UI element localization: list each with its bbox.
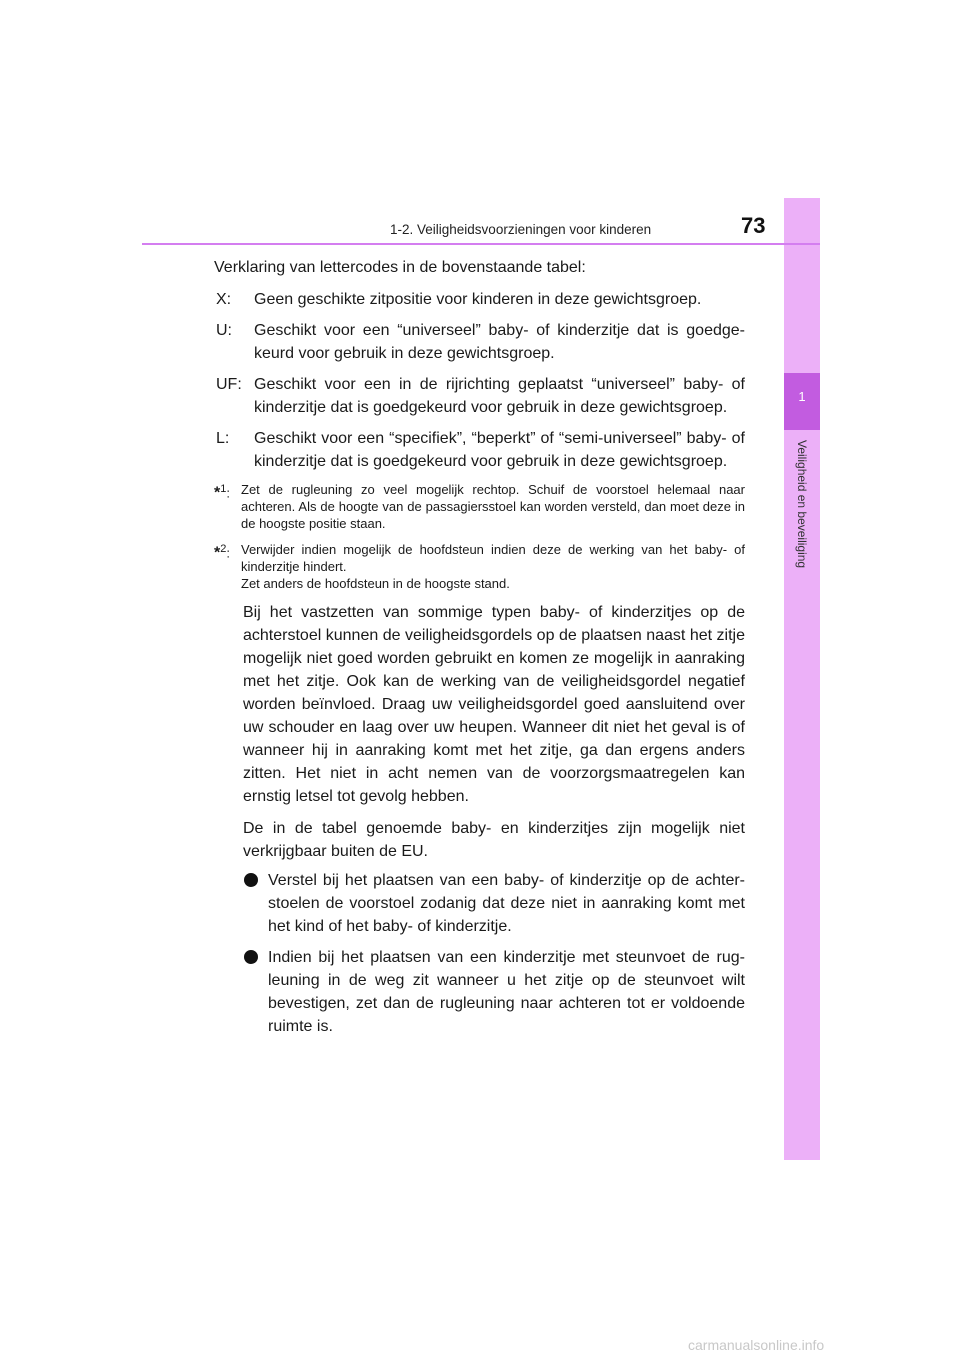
definition-code: X:: [216, 291, 232, 308]
footnote-star: *: [214, 544, 221, 562]
definition-code: U:: [216, 322, 232, 339]
definition-code: L:: [216, 430, 230, 447]
intro-text: Verklaring van lettercodes in de bovenstaande tabel:: [214, 259, 586, 276]
definition-uf: [214, 373, 745, 419]
bullet-text: Indien bij het plaatsen van een kinderzitje met steunvoet de rugleuning in de weg zit wanneer u het zitje op de steunvoet wilt bevestigen, zet dan de rugleuning naar achteren tot er voldoende ruimte is.: [268, 949, 745, 1035]
chapter-number: 1: [798, 389, 806, 404]
watermark: carmanualsonline.info: [688, 1337, 825, 1353]
definition-text: Geschikt voor een in de rijrichting geplaatst “universeel” baby- of kinderzitje dat is goedgekeurd voor gebruik in deze gewichtsgroep.: [254, 376, 745, 416]
footnote-number: 1: [220, 483, 227, 495]
page-number: 73: [741, 213, 766, 238]
bullet-icon: [244, 950, 258, 964]
header-rule: [142, 243, 820, 245]
footnote-body: [241, 541, 745, 592]
definition-u: [214, 319, 745, 365]
definition-l: [214, 427, 745, 473]
footnote-number: 2: [220, 543, 227, 555]
bullet-item: [243, 946, 745, 1038]
section-title: 1-2. Veiligheidsvoorzieningen voor kinderen: [390, 222, 652, 237]
definition-text: Geschikt voor een “universeel” baby- of kinderzitje dat is goedgekeurd voor gebruik in deze gewichtsgroep.: [254, 322, 745, 362]
footnotes: [214, 481, 745, 592]
chapter-tab: [784, 198, 820, 1160]
bullet-icon: [244, 873, 258, 887]
chapter-label: Veiligheid en beveiliging: [795, 440, 809, 569]
definition-code: UF:: [216, 376, 242, 393]
footnote-star: *: [214, 484, 221, 502]
footnote-marker: *$^2$:: [214, 543, 230, 562]
page-content: [214, 256, 745, 1038]
footnote-2: [214, 541, 745, 592]
footnote-marker: *$^1$:: [214, 483, 230, 502]
footnote-text: Zet de rugleuning zo veel mogelijk rechtop. Schuif de voorstoel helemaal naar achteren. Als de hoogte van de passagiersstoel kan worden versteld, dan moet deze in de hoogste positie staan.: [241, 482, 745, 531]
footnote-text: Verwijder indien mogelijk de hoofdsteun indien deze de werking van het baby- of kinderzitje hindert.: [241, 542, 745, 574]
definition-x: [214, 288, 745, 311]
definition-text: Geen geschikte zitpositie voor kinderen in deze gewichtsgroep.: [254, 291, 702, 308]
footnote-1: [214, 481, 745, 532]
bullet-item: [243, 869, 745, 938]
definition-text: Geschikt voor een “specifiek”, “beperkt” of “semi-universeel” baby- of kinderzitje dat is goedgekeurd voor gebruik in deze gewichtsgroep.: [254, 430, 745, 470]
paragraph-availability: De in de tabel genoemde baby- en kinderzitjes zijn mogelijk niet verkrijgbaar buiten de EU.: [243, 820, 745, 860]
paragraph-seatbelt-warning: Bij het vastzetten van sommige typen baby- of kinderzitjes op de achterstoel kunnen de veiligheidsgordels op de plaatsen naast het zitje mogelijk niet goed worden gebruikt en komen ze mogelijk in aanraking met het zitje. Ook kan de werking van de veiligheidsgordel negatief worden beïnvloed. Draag uw veiligheidsgordel goed aansluitend over uw schouder en laag over uw heupen. Wanneer dit niet het geval is of wanneer hij in aanraking komt met het zitje, ga dan ergens anders zitten. Het niet in acht nemen van de voorzorgsmaatregelen kan ernstig letsel tot gevolg hebben.: [243, 604, 745, 805]
footnote-text-2: Zet anders de hoofdsteun in de hoogste stand.: [241, 576, 510, 591]
bullet-text: Verstel bij het plaatsen van een baby- of kinderzitje op de achterstoelen de voorstoel zodanig dat deze niet in aanraking komt met het kind of het baby- of kinderzitje.: [268, 872, 745, 935]
